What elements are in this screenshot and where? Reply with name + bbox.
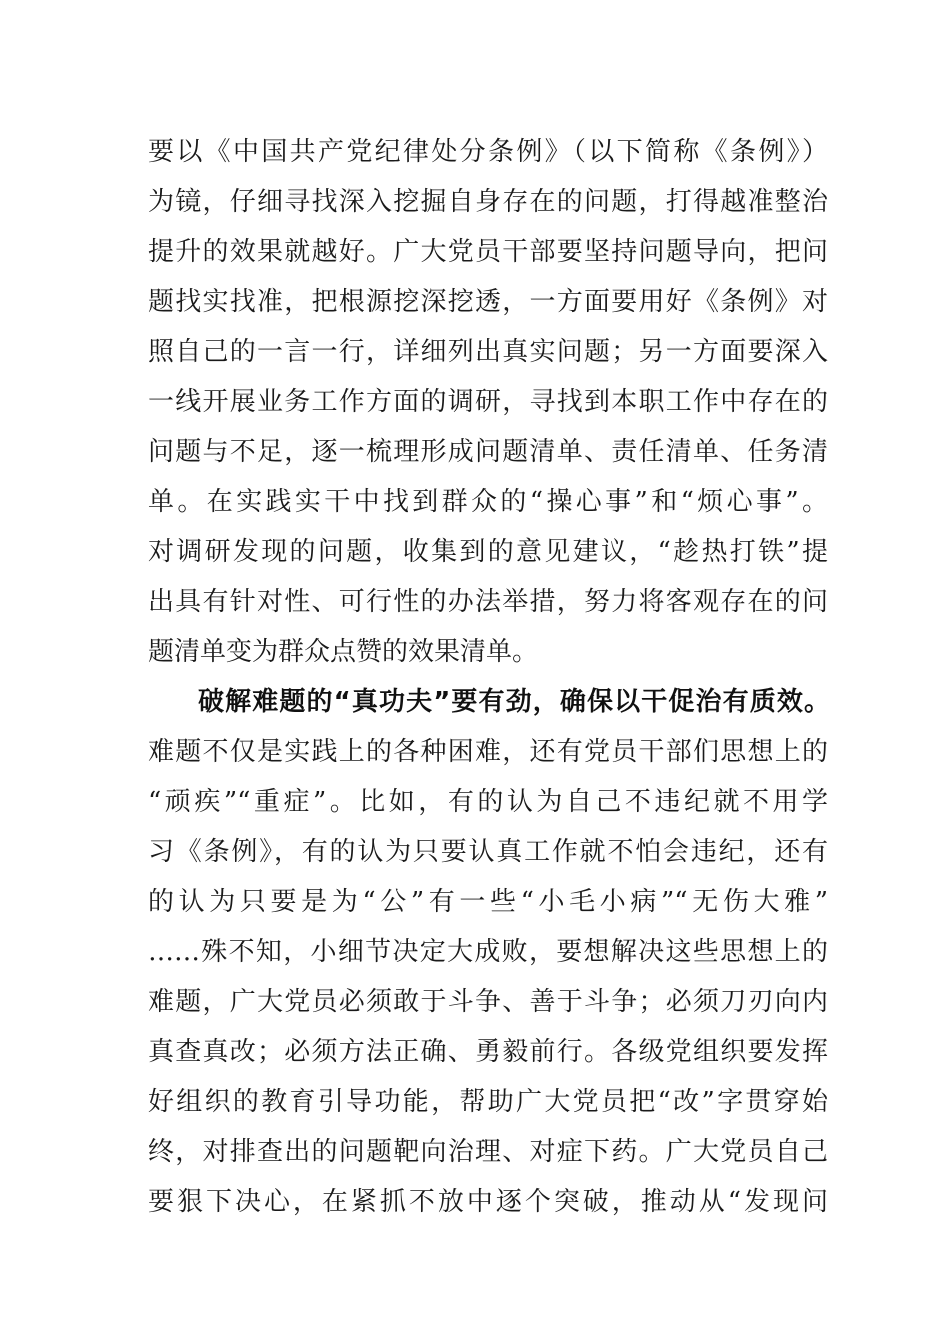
text-line-18: 难题，广大党员必须敢于斗争、善于斗争；必须刀刃向内 xyxy=(148,987,828,1017)
text-line-17: ……殊不知，小细节决定大成败，要想解决这些思想上的 xyxy=(148,937,828,967)
text-line-16: 的认为只要是为“公”有一些“小毛小病”“无伤大雅” xyxy=(148,887,828,917)
text-line-13: 难题不仅是实践上的各种困难，还有党员干部们思想上的 xyxy=(148,737,828,767)
text-line-14: “顽疾”“重症”。比如，有的认为自己不违纪就不用学 xyxy=(148,787,828,817)
text-line-21: 终，对排查出的问题靶向治理、对症下药。广大党员自己 xyxy=(148,1137,828,1167)
text-line-10: 出具有针对性、可行性的办法举措，努力将客观存在的问 xyxy=(148,587,828,617)
text-line-1: 要以《中国共产党纪律处分条例》（以下简称《条例》） xyxy=(148,137,828,167)
text-line-4: 题找实找准，把根源挖深挖透，一方面要用好《条例》对 xyxy=(148,287,828,317)
text-line-22: 要狠下决心，在紧抓不放中逐个突破，推动从“发现问 xyxy=(148,1187,828,1217)
text-line-8: 单。在实践实干中找到群众的“操心事”和“烦心事”。 xyxy=(148,487,828,517)
text-line-11: 题清单变为群众点赞的效果清单。 xyxy=(148,637,539,667)
section-heading: 破解难题的“真功夫”要有劲，确保以干促治有质效。 xyxy=(198,687,830,717)
text-line-19: 真查真改；必须方法正确、勇毅前行。各级党组织要发挥 xyxy=(148,1037,828,1067)
text-line-3: 提升的效果就越好。广大党员干部要坚持问题导向，把问 xyxy=(148,237,828,267)
text-line-6: 一线开展业务工作方面的调研，寻找到本职工作中存在的 xyxy=(148,387,828,417)
text-line-20: 好组织的教育引导功能，帮助广大党员把“改”字贯穿始 xyxy=(148,1087,828,1117)
text-line-9: 对调研发现的问题，收集到的意见建议，“趁热打铁”提 xyxy=(148,537,828,567)
text-line-5: 照自己的一言一行，详细列出真实问题；另一方面要深入 xyxy=(148,337,828,367)
text-line-15: 习《条例》，有的认为只要认真工作就不怕会违纪，还有 xyxy=(148,837,828,867)
text-line-2: 为镜，仔细寻找深入挖掘自身存在的问题，打得越准整治 xyxy=(148,187,828,217)
text-line-7: 问题与不足，逐一梳理形成问题清单、责任清单、任务清 xyxy=(148,437,828,467)
